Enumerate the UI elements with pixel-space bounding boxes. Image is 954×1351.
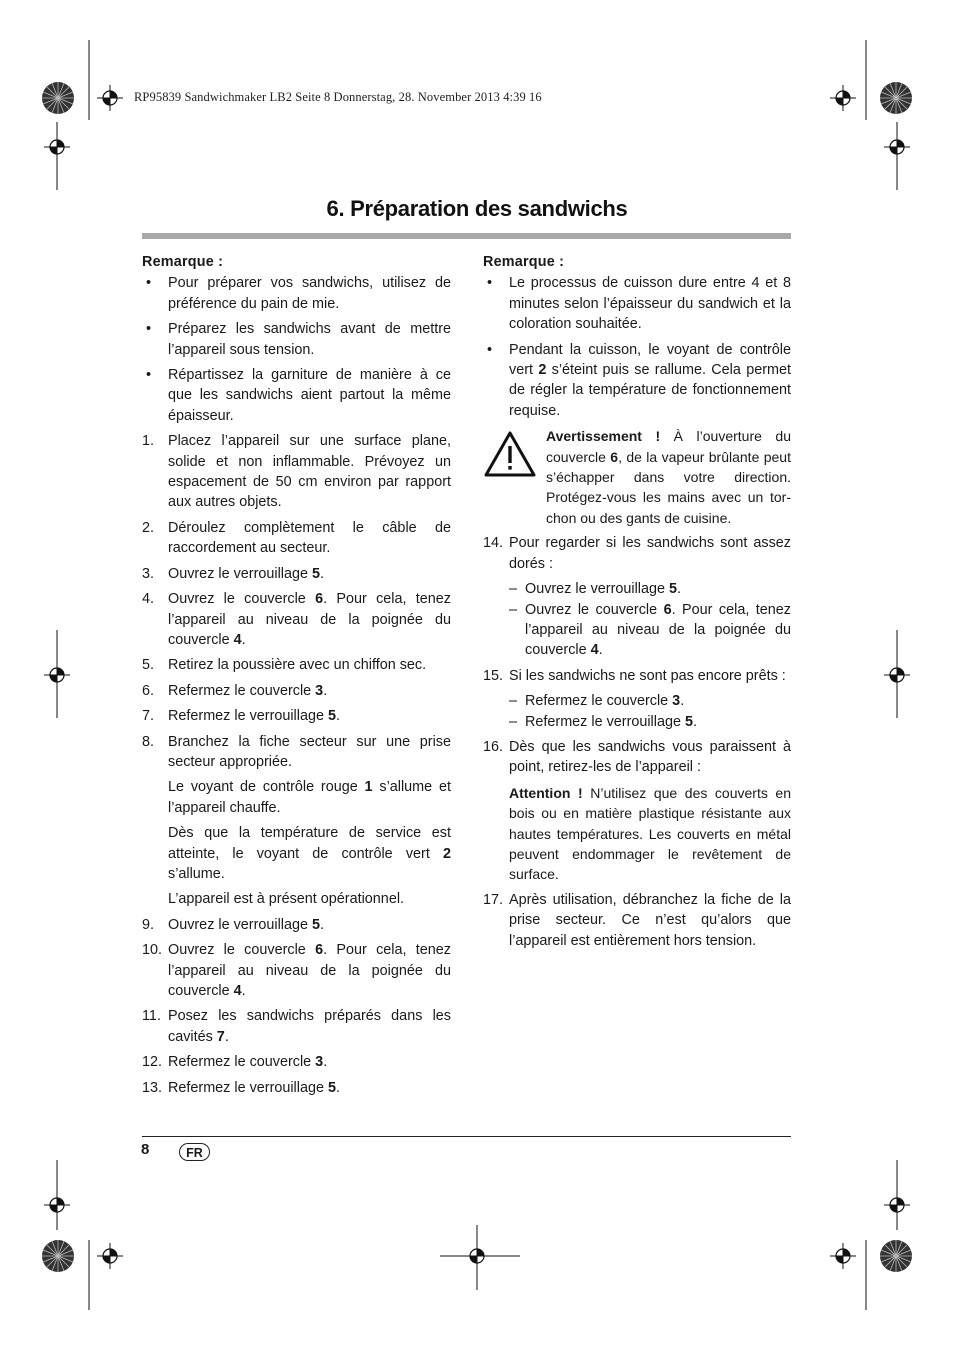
ref-number: 5	[311, 565, 320, 582]
list-item-text: Ouvrez le verrouillage 5.	[525, 581, 681, 598]
list-marker: 15.	[483, 667, 504, 684]
bullet-item	[483, 340, 791, 422]
step-item	[142, 431, 451, 513]
list-item-text: Ouvrez le verrouillage 5.	[168, 565, 324, 582]
list-item-text: Dès que les sandwichs vous paraissent à point, retirez-les de l’appareil :	[509, 738, 791, 776]
step-14-substeps	[483, 579, 791, 661]
ref-number: 5	[327, 708, 336, 725]
step-paragraph: Dès que la température de service est atteinte, le voyant de contrôle vert 2 s’allume.	[168, 825, 451, 882]
right-remark-heading: Remarque :	[483, 254, 565, 270]
page-title: 6. Préparation des sandwichs	[326, 196, 628, 221]
list-item-text: Pour regarder si les sandwichs sont assez dorés :	[509, 535, 791, 572]
list-marker: 8.	[142, 733, 155, 750]
step-item	[142, 915, 451, 935]
list-marker: 3.	[142, 565, 155, 582]
list-marker: •	[487, 275, 493, 292]
step-17	[483, 890, 791, 951]
ref-number: 4	[590, 642, 599, 659]
right-bullet-list	[483, 273, 791, 421]
left-bullet-list	[142, 273, 451, 426]
bullet-item	[142, 273, 451, 314]
step-15-substeps	[483, 691, 791, 732]
list-marker: 16.	[483, 738, 504, 755]
list-item-text: Pour préparer vos sandwichs, utilisez de préférence du pain de mie.	[168, 275, 451, 312]
list-item-text: Après utilisation, débranchez la fiche de la prise secteur. Ce n’est qu’alors que l’appareil est entièrement hors tension.	[509, 891, 791, 949]
step-item	[142, 706, 451, 726]
step-item	[142, 1006, 451, 1047]
list-marker: 7.	[142, 708, 155, 725]
step-paragraph: Le voyant de contrôle rouge 1 s’allume et l’appareil chauffe.	[168, 779, 451, 816]
step-item	[142, 655, 451, 675]
list-item-text: Refermez le couvercle 3.	[525, 693, 685, 710]
list-item-text: Répartissez la garniture de manière à ce que les sandwichs aient partout la même épaisseur.	[168, 367, 451, 424]
ref-number: 6	[315, 942, 324, 959]
bullet-item	[142, 319, 451, 360]
step-item	[142, 1052, 451, 1072]
ref-number: 3	[315, 682, 324, 699]
ref-number: 1	[364, 779, 373, 796]
list-marker: –	[509, 601, 518, 618]
list-marker: 2.	[142, 519, 155, 536]
ref-number: 2	[442, 845, 451, 862]
list-item-text: Si les sandwichs ne sont pas encore prêts :	[509, 667, 786, 684]
print-header: RP95839 Sandwichmaker LB2 Seite 8 Donnerstag, 28. November 2013 4:39 16	[134, 90, 542, 104]
step-paragraph: L’appareil est à présent opérationnel.	[168, 891, 405, 908]
attention-label: Attention !	[509, 784, 583, 801]
list-marker: 13.	[142, 1079, 163, 1096]
left-remark-heading: Remarque :	[142, 254, 224, 270]
ref-number: 5	[311, 916, 320, 933]
left-step-list-2	[142, 915, 451, 1098]
list-item-text: Refermez le verrouillage 5.	[525, 713, 697, 730]
step-item	[483, 890, 791, 951]
ref-number: 5	[327, 1079, 336, 1096]
title-underline	[142, 233, 791, 239]
list-item-text: Refermez le verrouillage 5.	[168, 1079, 340, 1096]
step-item	[142, 589, 451, 650]
step-item	[142, 732, 451, 773]
step-14	[483, 533, 791, 574]
list-marker: •	[146, 275, 152, 292]
step8-details	[142, 777, 451, 909]
list-marker: •	[487, 341, 493, 358]
list-marker: 17.	[483, 891, 504, 908]
warning-text: Avertissement ! À l’ouverture du couvercle 6, de la vapeur brûlante peut s’échapper dans votre direction. Protégez-vous les mains avec un tor-chon ou des gants de cuisine.	[546, 428, 791, 526]
bullet-item	[483, 273, 791, 334]
left-column	[142, 252, 451, 1103]
list-item-text: Ouvrez le verrouillage 5.	[168, 916, 324, 933]
footer-rule	[142, 1136, 791, 1137]
warning-block	[483, 426, 791, 528]
list-item-text: Placez l’appareil sur une surface plane, solide et non inflammable. Prévoyez un espacement de 50 cm environ par rapport aux autres objets.	[168, 433, 451, 511]
substep-item	[483, 712, 791, 732]
ref-number: 5	[668, 581, 677, 598]
list-item-text: Refermez le verrouillage 5.	[168, 708, 340, 725]
attention-block: Attention ! N’utilisez que des couverts en bois ou en matière plastique résistante aux hautes températures. Les couverts en métal peuvent endommager le revêtement de surface.	[509, 784, 791, 883]
step-15	[483, 666, 791, 686]
list-item-text: Déroulez complètement le câble de raccordement au secteur.	[168, 519, 451, 557]
list-marker: –	[509, 713, 518, 730]
step-item	[483, 666, 791, 686]
step-item	[142, 940, 451, 1001]
list-item-text: Refermez le couvercle 3.	[168, 1054, 328, 1071]
language-badge: FR	[179, 1143, 210, 1161]
step-item	[142, 564, 451, 584]
list-item-text: Ouvrez le couvercle 6. Pour cela, tenez l’appareil au niveau de la poignée du couvercle 4.	[168, 591, 451, 648]
list-item-text: Préparez les sandwichs avant de mettre l’appareil sous tension.	[168, 321, 451, 358]
list-marker: 1.	[142, 433, 155, 450]
step-item	[142, 1078, 451, 1098]
ref-number: 3	[672, 693, 681, 710]
substep-item	[483, 579, 791, 599]
list-marker: 10.	[142, 942, 163, 959]
ref-number: 4	[233, 631, 242, 648]
list-item-text: Branchez la fiche secteur sur une prise secteur appropriée.	[168, 733, 451, 770]
ref-number: 4	[233, 983, 242, 999]
bullet-item	[142, 365, 451, 426]
list-marker: 14.	[483, 535, 504, 552]
warning-label: Avertissement !	[546, 428, 661, 445]
step-item	[483, 533, 791, 574]
ref-number: 7	[216, 1028, 225, 1045]
list-item-text: Pendant la cuisson, le voyant de contrôle vert 2 s’éteint puis se rallume. Cela permet de régler la température de fonctionnement requise.	[509, 341, 791, 419]
step-item	[483, 737, 791, 778]
ref-number: 6	[315, 591, 324, 608]
warning-triangle-icon	[483, 430, 537, 478]
ref-number: 5	[684, 713, 693, 730]
list-marker: 5.	[142, 657, 155, 674]
list-item-text: Ouvrez le couvercle 6. Pour cela, tenez l’appareil au niveau de la poignée du couvercle 4.	[168, 942, 451, 999]
ref-number: 2	[538, 362, 547, 379]
list-marker: –	[509, 581, 518, 598]
substep-item	[483, 691, 791, 711]
step-item	[142, 681, 451, 701]
ref-number: 6	[610, 448, 619, 465]
list-item-text: Posez les sandwichs préparés dans les cavités 7.	[168, 1008, 451, 1045]
list-marker: –	[509, 693, 518, 710]
list-item-text: Ouvrez le couvercle 6. Pour cela, tenez l’appareil au niveau de la poignée du couvercle 4.	[525, 601, 791, 659]
right-column	[483, 252, 791, 956]
list-item-text: Retirez la poussière avec un chiffon sec.	[168, 657, 427, 674]
step-16	[483, 737, 791, 778]
step-item	[142, 518, 451, 559]
list-marker: •	[146, 321, 152, 338]
list-marker: 9.	[142, 916, 155, 933]
list-marker: 4.	[142, 591, 155, 608]
page-number: 8	[141, 1141, 150, 1158]
list-item-text: Refermez le couvercle 3.	[168, 682, 328, 699]
list-marker: 12.	[142, 1054, 163, 1071]
list-item-text: Le processus de cuisson dure entre 4 et 8 minutes selon l’épaisseur du sandwich et la coloration souhaitée.	[509, 275, 791, 333]
substep-item	[483, 600, 791, 661]
list-marker: •	[146, 367, 152, 384]
ref-number: 6	[663, 601, 672, 618]
list-marker: 6.	[142, 682, 155, 699]
left-step-list	[142, 431, 451, 772]
ref-number: 3	[315, 1054, 324, 1071]
list-marker: 11.	[142, 1008, 161, 1025]
